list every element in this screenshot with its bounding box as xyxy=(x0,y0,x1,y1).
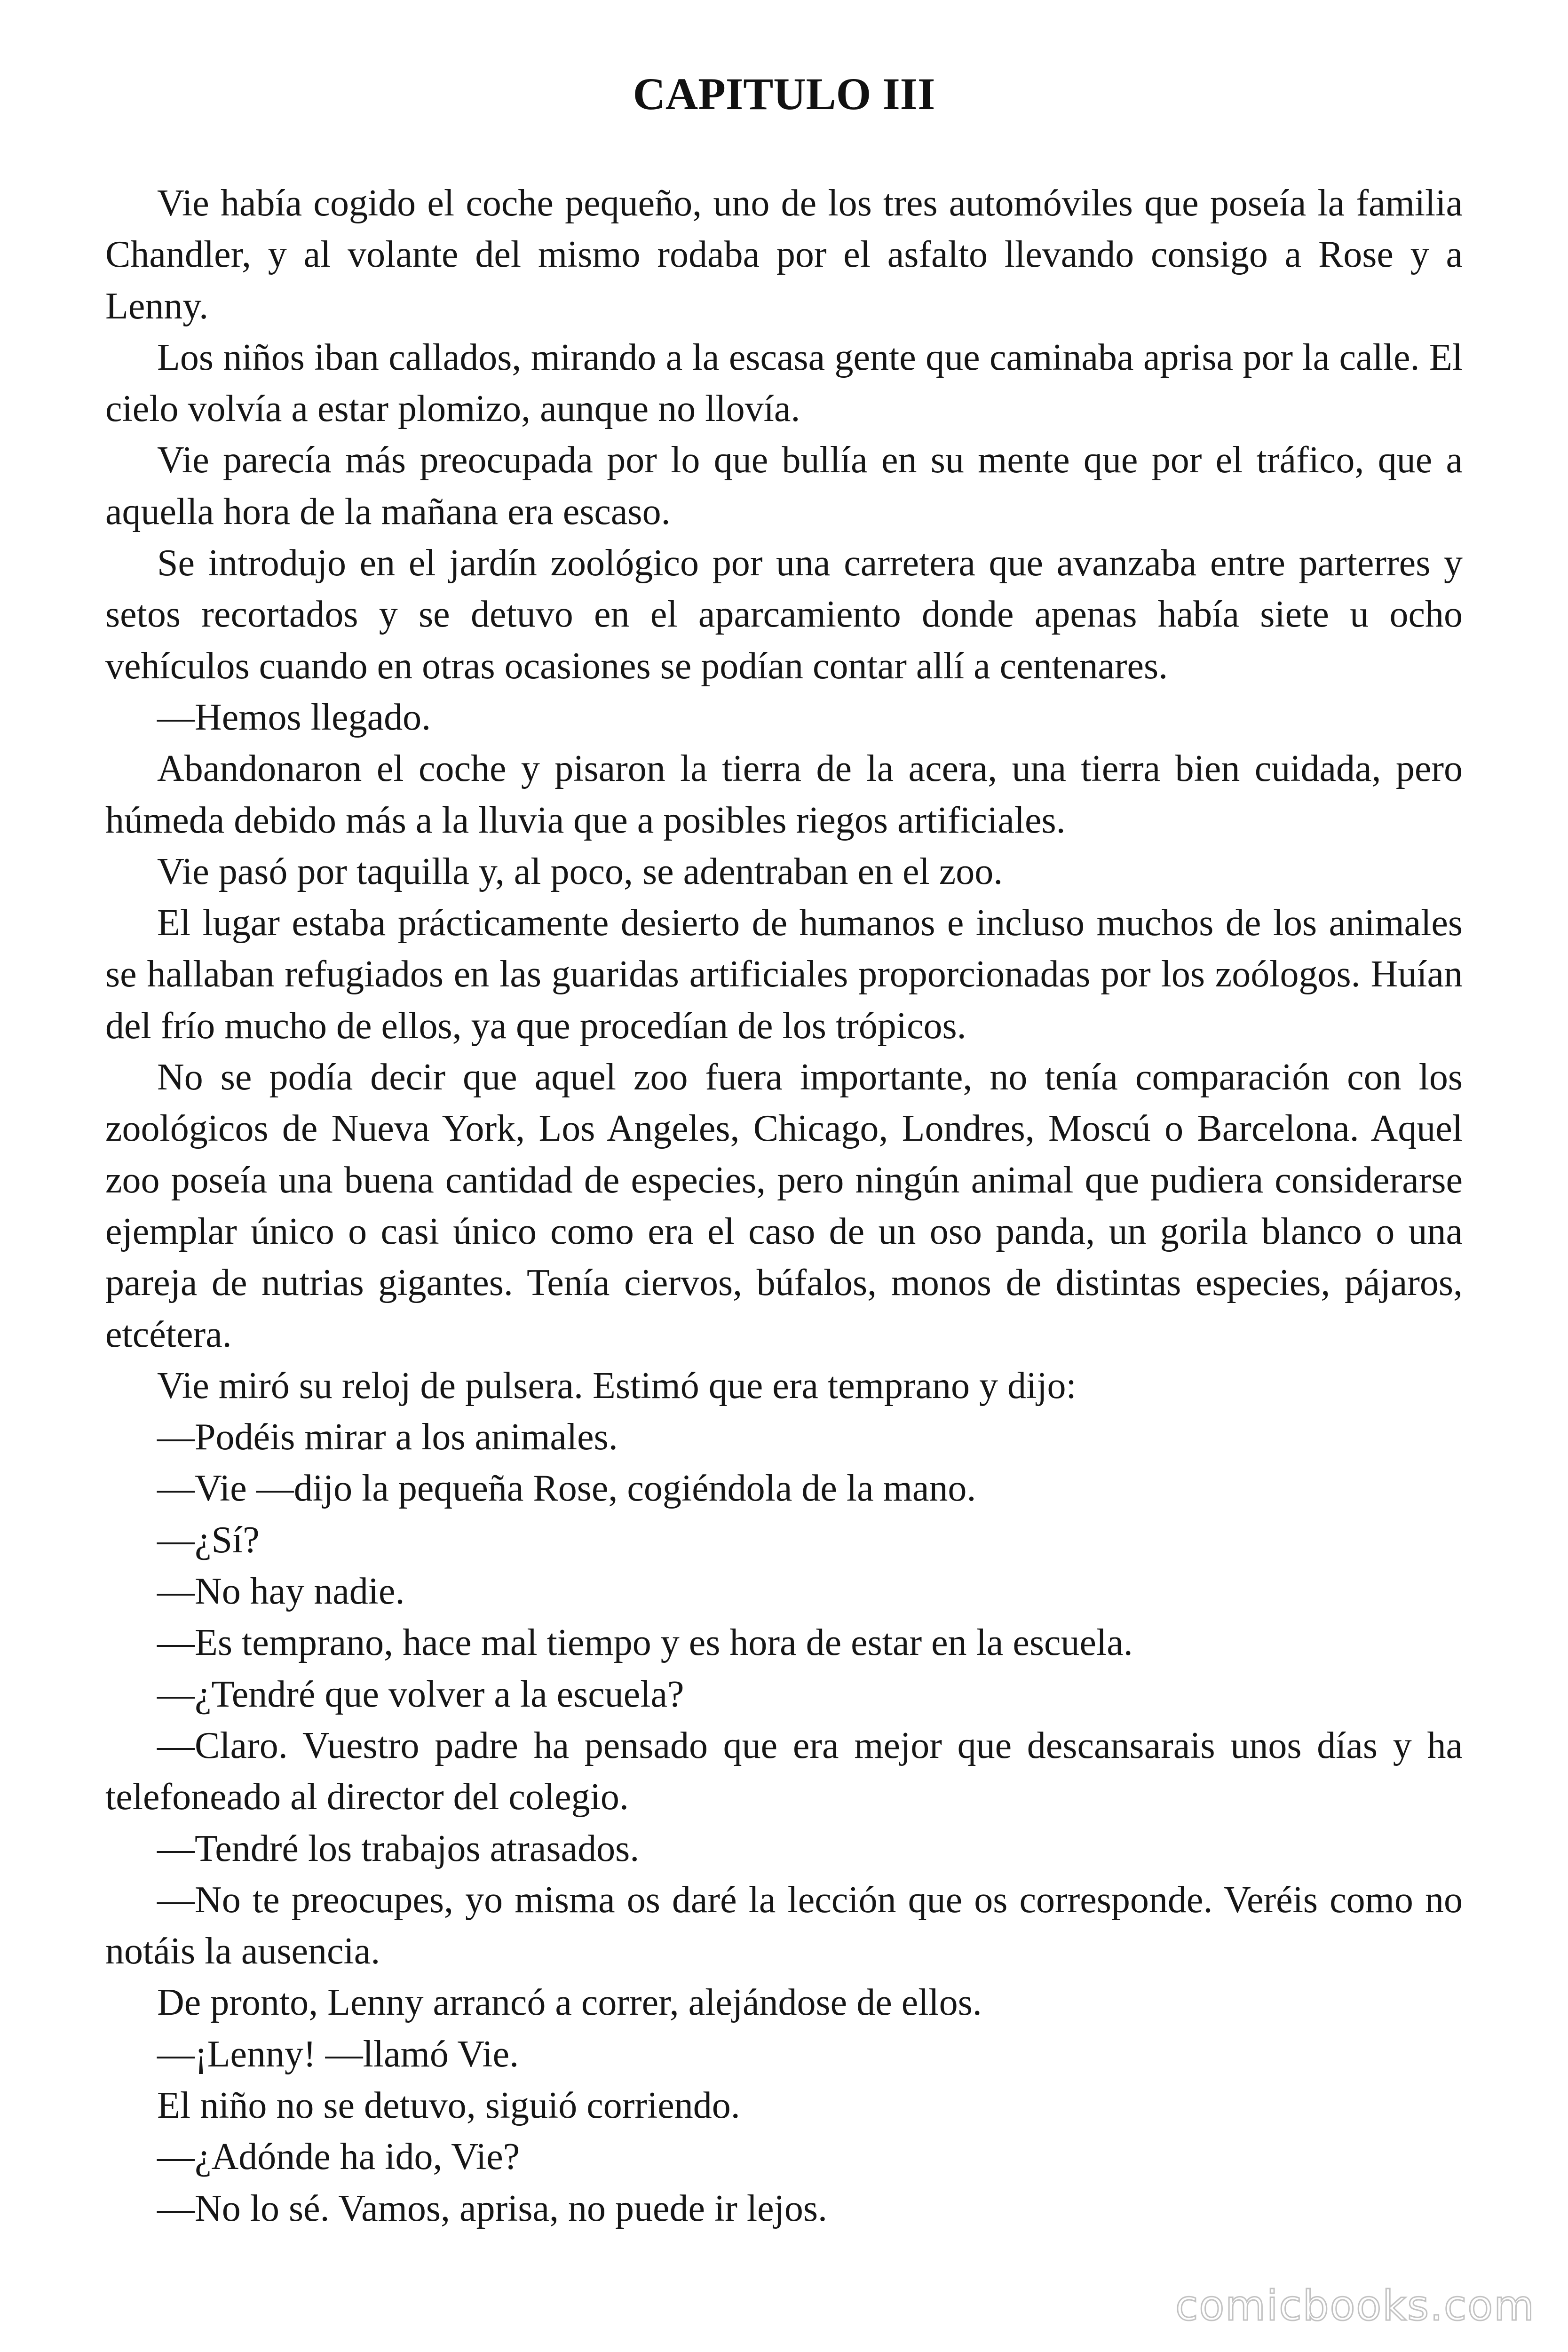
chapter-body xyxy=(105,178,1463,2234)
paragraph: Vie pasó por taquilla y, al poco, se adentraban en el zoo. xyxy=(157,850,1003,892)
chapter-title: CAPITULO III xyxy=(633,69,935,119)
paragraph: —Podéis mirar a los animales. xyxy=(157,1416,618,1458)
paragraph: —Vie —dijo la pequeña Rose, cogiéndola de la mano. xyxy=(157,1468,976,1510)
paragraph: —No te preocupes, yo misma os daré la lección que os corresponde. Veréis como no notáis la ausencia. xyxy=(105,1879,1463,1972)
paragraph: Vie había cogido el coche pequeño, uno de los tres automóviles que poseía la familia Chandler, y al volante del mismo rodaba por el asfalto llevando consigo a Rose y a Lenny. xyxy=(105,183,1463,327)
paragraph: —¿Sí? xyxy=(157,1519,260,1561)
paragraph: —¿Adónde ha ido, Vie? xyxy=(157,2136,520,2178)
paragraph: —No lo sé. Vamos, aprisa, no puede ir lejos. xyxy=(157,2187,827,2229)
paragraph: Los niños iban callados, mirando a la escasa gente que caminaba aprisa por la calle. El cielo volvía a estar plomizo, aunque no llovía. xyxy=(105,336,1463,430)
paragraph: —¿Tendré que volver a la escuela? xyxy=(157,1673,684,1715)
paragraph: El niño no se detuvo, siguió corriendo. xyxy=(157,2084,740,2126)
paragraph: —No hay nadie. xyxy=(157,1571,405,1613)
paragraph: El lugar estaba prácticamente desierto de humanos e incluso muchos de los animales se hallaban refugiados en las guaridas artificiales proporcionadas por los zoólogos. Huían del frío mucho de ellos, ya que procedían de los trópicos. xyxy=(105,902,1463,1047)
paragraph: Vie parecía más preocupada por lo que bullía en su mente que por el tráfico, que a aquella hora de la mañana era escaso. xyxy=(105,439,1463,532)
paragraph: —Claro. Vuestro padre ha pensado que era mejor que descansarais unos días y ha telefoneado al director del colegio. xyxy=(105,1724,1463,1818)
paragraph: Abandonaron el coche y pisaron la tierra de la acera, una tierra bien cuidada, pero húmeda debido más a la lluvia que a posibles riegos artificiales. xyxy=(105,748,1463,841)
paragraph: —¡Lenny! —llamó Vie. xyxy=(157,2033,519,2075)
paragraph: No se podía decir que aquel zoo fuera importante, no tenía comparación con los zoológicos de Nueva York, Los Angeles, Chicago, Londres, Moscú o Barcelona. Aquel zoo poseía una buena cantidad de especies, pero ningún animal que pudiera considerarse ejemplar único o casi único como era el caso de un oso panda, un gorila blanco o una pareja de nutrias gigantes. Tenía ciervos, búfalos, monos de distintas especies, pájaros, etcétera. xyxy=(105,1057,1463,1355)
paragraph: De pronto, Lenny arrancó a correr, alejándose de ellos. xyxy=(157,1982,982,2024)
paragraph: —Es temprano, hace mal tiempo y es hora de estar en la escuela. xyxy=(157,1622,1133,1664)
paragraph: Se introdujo en el jardín zoológico por una carretera que avanzaba entre parterres y setos recortados y se detuvo en el aparcamiento donde apenas había siete u ocho vehículos cuando en otras ocasiones se podían contar allí a centenares. xyxy=(105,542,1463,687)
watermark: comicbooks.com xyxy=(1175,2281,1535,2330)
paragraph: Vie miró su reloj de pulsera. Estimó que era temprano y dijo: xyxy=(157,1365,1077,1406)
paragraph: —Tendré los trabajos atrasados. xyxy=(157,1828,640,1869)
paragraph: —Hemos llegado. xyxy=(157,696,431,738)
